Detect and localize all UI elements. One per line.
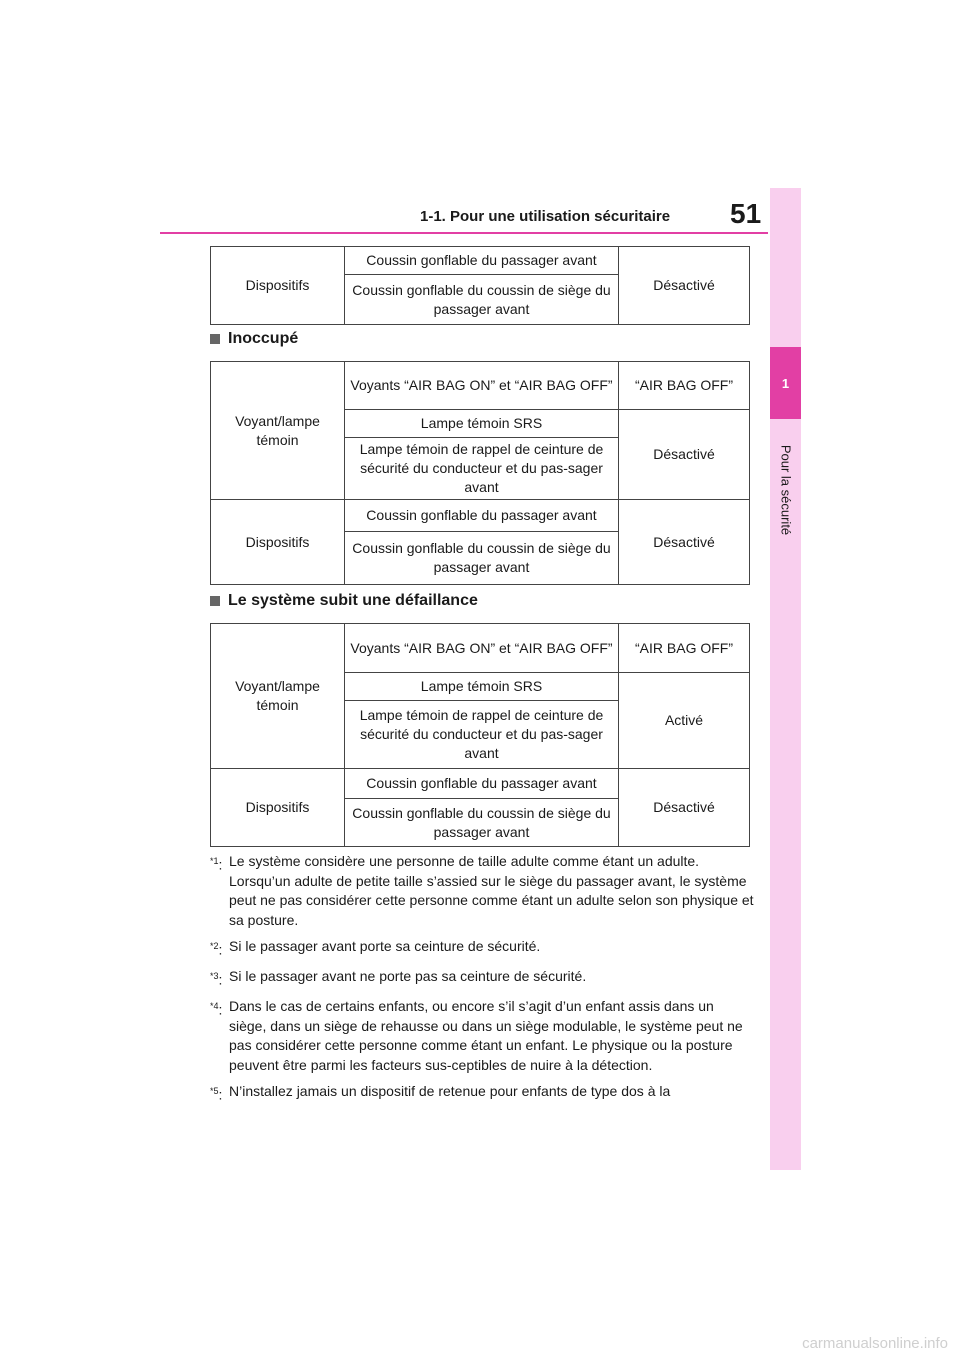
chapter-number-badge: 1 bbox=[770, 347, 801, 419]
footnote bbox=[210, 852, 755, 930]
chapter-label: Pour la sécurité bbox=[778, 444, 794, 536]
table-cell-dispositifs: Dispositifs bbox=[211, 500, 345, 585]
table-cell-voyant-label: Voyant/lampe témoin bbox=[211, 362, 345, 500]
status-table-defaillance bbox=[210, 623, 750, 847]
table-cell-airbag-passager: Coussin gonflable du passager avant bbox=[345, 769, 619, 799]
table-cell-dispositifs: Dispositifs bbox=[211, 247, 345, 325]
footnotes bbox=[210, 852, 755, 1112]
table-cell-rappel: Lampe témoin de rappel de ceinture de sécurité du conducteur et du pas-sager avant bbox=[345, 438, 619, 500]
table-cell-airbag-coussin-siege: Coussin gonflable du coussin de siège du passager avant bbox=[345, 532, 619, 585]
footnote-mark: $^{*5}$: bbox=[210, 1086, 223, 1103]
subheading-text: Inoccupé bbox=[228, 330, 299, 347]
bullet-square-icon bbox=[210, 334, 220, 344]
footnote-text: Si le passager avant ne porte pas sa ceinture de sécurité. bbox=[229, 968, 587, 985]
table-cell-devices-status: Désactivé bbox=[619, 500, 750, 585]
watermark: carmanualsonline.info bbox=[802, 1335, 948, 1352]
header-rule bbox=[160, 232, 768, 234]
footnote-mark: $^{*4}$: bbox=[210, 1001, 223, 1018]
table-cell-airbag-coussin-siege: Coussin gonflable du coussin de siège du passager avant bbox=[345, 799, 619, 847]
footnote-text: Le système considère une personne de taille adulte comme étant un adulte. Lorsqu’un adulte de petite taille s’assied sur le siège du passager avant, le système peut ne pas considérer cette personne comme étant un adulte selon son physique et sa posture. bbox=[229, 853, 754, 928]
bullet-square-icon bbox=[210, 596, 220, 606]
table-cell-airbag-passager: Coussin gonflable du passager avant bbox=[345, 500, 619, 532]
table-cell-voyants-onoff: Voyants “AIR BAG ON” et “AIR BAG OFF” bbox=[345, 362, 619, 410]
devices-table-top bbox=[210, 246, 750, 325]
footnote-text: Si le passager avant porte sa ceinture de sécurité. bbox=[229, 938, 541, 954]
footnote-mark: $^{*2}$: bbox=[210, 941, 223, 958]
footnote bbox=[210, 997, 755, 1075]
table-cell-srs: Lampe témoin SRS bbox=[345, 673, 619, 701]
chapter-side-tab bbox=[770, 188, 801, 1170]
table-cell-airbag-passager: Coussin gonflable du passager avant bbox=[345, 247, 619, 275]
footnote-mark: $^{*1}$: bbox=[210, 856, 223, 873]
table-cell-lamp-status: Activé bbox=[619, 673, 750, 769]
page-number: 51 bbox=[730, 198, 762, 229]
table-cell-voyants-onoff: Voyants “AIR BAG ON” et “AIR BAG OFF” bbox=[345, 624, 619, 673]
table-cell-rappel: Lampe témoin de rappel de ceinture de sécurité du conducteur et du pas-sager avant bbox=[345, 701, 619, 769]
section-title: 1-1. Pour une utilisation sécuritaire bbox=[420, 208, 671, 225]
table-cell-status: Désactivé bbox=[619, 247, 750, 325]
footnote-text: Dans le cas de certains enfants, ou encore s’il s’agit d’un enfant assis dans un siège, dans un siège de rehausse ou dans un siège modulable, le système peut ne pas considérer cette personne comme étant un enfant. Le physique ou la posture peuvent être parmi les facteurs sus-ceptibles de nuire à la détection. bbox=[229, 998, 743, 1073]
table-cell-voyants-status: “AIR BAG OFF” bbox=[619, 624, 750, 673]
table-cell-voyant-label: Voyant/lampe témoin bbox=[211, 624, 345, 769]
table-cell-lamp-status: Désactivé bbox=[619, 410, 750, 500]
table-cell-dispositifs: Dispositifs bbox=[211, 769, 345, 847]
subheading-defaillance bbox=[210, 592, 478, 610]
footnote-text: N’installez jamais un dispositif de retenue pour enfants de type dos à la bbox=[229, 1083, 671, 1100]
footnote bbox=[210, 1082, 755, 1105]
footnote bbox=[210, 967, 755, 990]
table-cell-voyants-status: “AIR BAG OFF” bbox=[619, 362, 750, 410]
footnote bbox=[210, 937, 755, 960]
footnote-mark: $^{*3}$: bbox=[210, 971, 223, 988]
status-table-inoccupe bbox=[210, 361, 750, 585]
subheading-text: Le système subit une défaillance bbox=[228, 592, 478, 609]
table-cell-airbag-coussin-siege: Coussin gonflable du coussin de siège du passager avant bbox=[345, 275, 619, 325]
table-cell-devices-status: Désactivé bbox=[619, 769, 750, 847]
subheading-inoccupe bbox=[210, 330, 298, 348]
table-cell-srs: Lampe témoin SRS bbox=[345, 410, 619, 438]
